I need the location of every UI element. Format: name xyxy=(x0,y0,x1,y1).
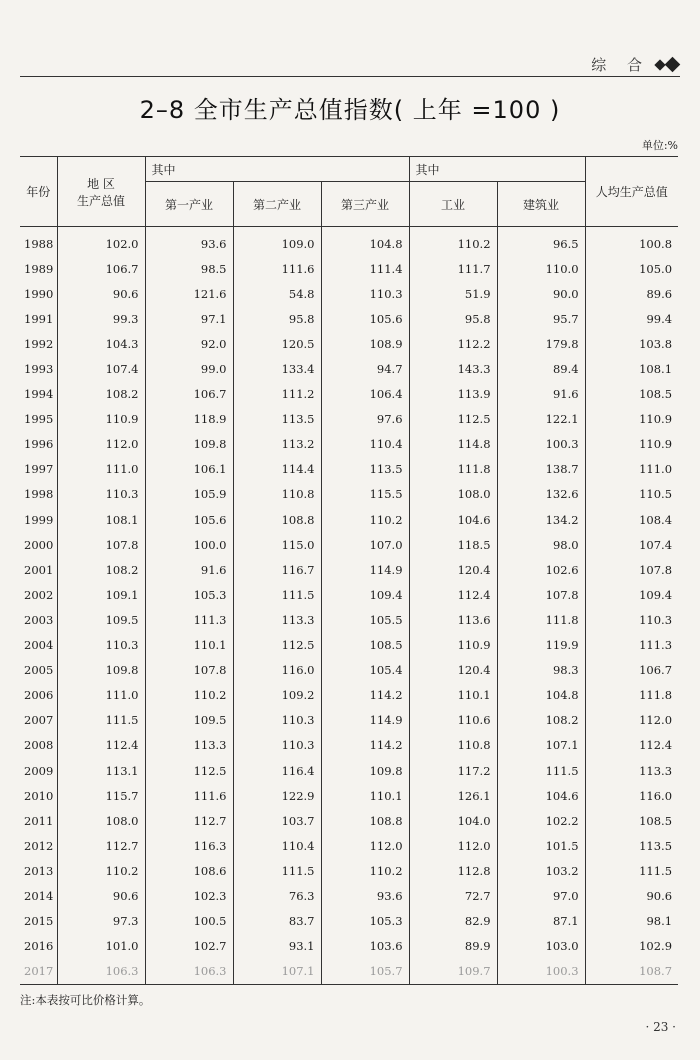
value-cell: 115.5 xyxy=(321,482,409,507)
year-cell: 2000 xyxy=(24,537,54,552)
year-cell: 2015 xyxy=(24,914,54,929)
year-cell: 1999 xyxy=(24,512,54,527)
value-cell: 110.8 xyxy=(233,482,321,507)
table-row xyxy=(20,633,678,658)
value-cell: 109.0 xyxy=(233,227,321,257)
value-cell: 110.3 xyxy=(233,733,321,758)
year-cell: 1988 xyxy=(24,236,54,251)
value-cell: 111.0 xyxy=(57,457,145,482)
value-cell: 105.7 xyxy=(321,959,409,985)
value-cell: 113.5 xyxy=(321,457,409,482)
value-cell: 106.3 xyxy=(57,959,145,985)
value-cell: 111.4 xyxy=(321,256,409,281)
value-cell: 101.5 xyxy=(497,833,585,858)
value-cell: 116.0 xyxy=(585,783,678,808)
value-cell: 112.7 xyxy=(145,808,233,833)
year-cell: 2005 xyxy=(24,663,54,678)
value-cell: 105.3 xyxy=(145,582,233,607)
page-number: · 23 · xyxy=(645,1020,676,1034)
value-cell: 116.3 xyxy=(145,833,233,858)
value-cell: 133.4 xyxy=(233,356,321,381)
value-cell: 112.0 xyxy=(57,432,145,457)
value-cell: 106.3 xyxy=(145,959,233,985)
year-cell: 1996 xyxy=(24,437,54,452)
value-cell: 113.2 xyxy=(233,432,321,457)
value-cell: 100.5 xyxy=(145,909,233,934)
value-cell: 111.5 xyxy=(497,758,585,783)
value-cell: 90.6 xyxy=(57,883,145,908)
value-cell: 108.7 xyxy=(585,959,678,985)
value-cell: 100.3 xyxy=(497,959,585,985)
year-cell: 1992 xyxy=(24,336,54,351)
year-cell: 2008 xyxy=(24,738,54,753)
value-cell: 113.9 xyxy=(409,382,497,407)
value-cell: 100.8 xyxy=(585,227,678,257)
year-cell: 1995 xyxy=(24,412,54,427)
table-row xyxy=(20,356,678,381)
value-cell: 110.1 xyxy=(145,633,233,658)
value-cell: 111.3 xyxy=(585,633,678,658)
year-cell: 2009 xyxy=(24,763,54,778)
value-cell: 143.3 xyxy=(409,356,497,381)
value-cell: 108.6 xyxy=(145,858,233,883)
table-row xyxy=(20,582,678,607)
year-cell: 1993 xyxy=(24,362,54,377)
value-cell: 97.0 xyxy=(497,883,585,908)
value-cell: 118.9 xyxy=(145,407,233,432)
value-cell: 98.1 xyxy=(585,909,678,934)
value-cell: 121.6 xyxy=(145,281,233,306)
value-cell: 110.1 xyxy=(321,783,409,808)
value-cell: 107.1 xyxy=(233,959,321,985)
value-cell: 108.8 xyxy=(233,507,321,532)
value-cell: 109.8 xyxy=(145,432,233,457)
value-cell: 110.3 xyxy=(585,607,678,632)
value-cell: 111.5 xyxy=(585,858,678,883)
value-cell: 111.5 xyxy=(233,582,321,607)
value-cell: 103.6 xyxy=(321,934,409,959)
value-cell: 108.4 xyxy=(585,507,678,532)
value-cell: 110.3 xyxy=(57,633,145,658)
value-cell: 104.6 xyxy=(497,783,585,808)
value-cell: 108.2 xyxy=(57,382,145,407)
value-cell: 109.5 xyxy=(57,607,145,632)
year-cell: 2007 xyxy=(24,713,54,728)
value-cell: 114.9 xyxy=(321,557,409,582)
value-cell: 120.5 xyxy=(233,331,321,356)
value-cell: 93.6 xyxy=(145,227,233,257)
value-cell: 96.5 xyxy=(497,227,585,257)
table-row xyxy=(20,227,678,257)
value-cell: 138.7 xyxy=(497,457,585,482)
value-cell: 108.8 xyxy=(321,808,409,833)
value-cell: 106.7 xyxy=(57,256,145,281)
value-cell: 93.6 xyxy=(321,883,409,908)
year-cell: 1990 xyxy=(24,286,54,301)
value-cell: 109.1 xyxy=(57,582,145,607)
value-cell: 116.0 xyxy=(233,658,321,683)
value-cell: 110.4 xyxy=(233,833,321,858)
table-row xyxy=(20,758,678,783)
value-cell: 105.3 xyxy=(321,909,409,934)
value-cell: 99.4 xyxy=(585,306,678,331)
table-row xyxy=(20,883,678,908)
value-cell: 110.5 xyxy=(585,482,678,507)
table-row xyxy=(20,833,678,858)
value-cell: 112.4 xyxy=(585,733,678,758)
value-cell: 112.4 xyxy=(57,733,145,758)
header-gdp-line2: 生产总值 xyxy=(76,193,125,208)
value-cell: 116.4 xyxy=(233,758,321,783)
value-cell: 89.9 xyxy=(409,934,497,959)
value-cell: 94.7 xyxy=(321,356,409,381)
value-cell: 110.8 xyxy=(409,733,497,758)
value-cell: 120.4 xyxy=(409,658,497,683)
value-cell: 104.3 xyxy=(57,331,145,356)
value-cell: 111.8 xyxy=(585,683,678,708)
value-cell: 107.4 xyxy=(57,356,145,381)
table-row xyxy=(20,959,678,985)
value-cell: 110.0 xyxy=(497,256,585,281)
table-row xyxy=(20,532,678,557)
value-cell: 98.5 xyxy=(145,256,233,281)
value-cell: 97.3 xyxy=(57,909,145,934)
value-cell: 111.7 xyxy=(409,256,497,281)
value-cell: 110.3 xyxy=(57,482,145,507)
year-cell: 1989 xyxy=(24,261,54,276)
year-cell: 1998 xyxy=(24,487,54,502)
header-per-capita: 人均生产总值 xyxy=(585,157,678,227)
diamond-marks-icon xyxy=(656,58,680,72)
value-cell: 108.2 xyxy=(497,708,585,733)
year-cell: 2004 xyxy=(24,638,54,653)
value-cell: 91.6 xyxy=(145,557,233,582)
value-cell: 179.8 xyxy=(497,331,585,356)
value-cell: 107.8 xyxy=(497,582,585,607)
table-row xyxy=(20,382,678,407)
header-year: 年份 xyxy=(20,157,57,227)
value-cell: 107.1 xyxy=(497,733,585,758)
value-cell: 111.8 xyxy=(497,607,585,632)
value-cell: 109.8 xyxy=(321,758,409,783)
table-row xyxy=(20,808,678,833)
value-cell: 89.4 xyxy=(497,356,585,381)
value-cell: 113.5 xyxy=(585,833,678,858)
year-cell: 2001 xyxy=(24,562,54,577)
value-cell: 119.9 xyxy=(497,633,585,658)
gdp-index-table xyxy=(20,156,678,985)
header-group-secondary: 其中 xyxy=(409,157,585,182)
year-cell: 1991 xyxy=(24,311,54,326)
value-cell: 108.1 xyxy=(57,507,145,532)
value-cell: 105.5 xyxy=(321,607,409,632)
value-cell: 110.2 xyxy=(409,227,497,257)
value-cell: 76.3 xyxy=(233,883,321,908)
value-cell: 110.9 xyxy=(57,407,145,432)
year-cell: 2002 xyxy=(24,587,54,602)
value-cell: 112.0 xyxy=(321,833,409,858)
value-cell: 103.0 xyxy=(497,934,585,959)
value-cell: 105.4 xyxy=(321,658,409,683)
value-cell: 92.0 xyxy=(145,331,233,356)
value-cell: 102.2 xyxy=(497,808,585,833)
value-cell: 108.0 xyxy=(57,808,145,833)
value-cell: 109.4 xyxy=(321,582,409,607)
value-cell: 100.0 xyxy=(145,532,233,557)
value-cell: 108.9 xyxy=(321,331,409,356)
value-cell: 114.9 xyxy=(321,708,409,733)
value-cell: 107.0 xyxy=(321,532,409,557)
value-cell: 103.8 xyxy=(585,331,678,356)
value-cell: 111.0 xyxy=(57,683,145,708)
year-cell: 2014 xyxy=(24,888,54,903)
value-cell: 114.8 xyxy=(409,432,497,457)
year-cell: 2016 xyxy=(24,939,54,954)
value-cell: 108.2 xyxy=(57,557,145,582)
header-gdp xyxy=(57,157,145,227)
value-cell: 106.7 xyxy=(585,658,678,683)
table-row xyxy=(20,331,678,356)
value-cell: 99.3 xyxy=(57,306,145,331)
table-body xyxy=(20,227,678,985)
value-cell: 104.8 xyxy=(321,227,409,257)
value-cell: 112.0 xyxy=(409,833,497,858)
header-secondary: 第二产业 xyxy=(233,182,321,227)
table-row xyxy=(20,683,678,708)
value-cell: 132.6 xyxy=(497,482,585,507)
value-cell: 90.6 xyxy=(585,883,678,908)
value-cell: 100.3 xyxy=(497,432,585,457)
value-cell: 99.0 xyxy=(145,356,233,381)
value-cell: 106.4 xyxy=(321,382,409,407)
value-cell: 104.6 xyxy=(409,507,497,532)
value-cell: 108.1 xyxy=(585,356,678,381)
value-cell: 107.8 xyxy=(57,532,145,557)
value-cell: 126.1 xyxy=(409,783,497,808)
header-industry: 工业 xyxy=(409,182,497,227)
value-cell: 87.1 xyxy=(497,909,585,934)
value-cell: 105.9 xyxy=(145,482,233,507)
value-cell: 109.4 xyxy=(585,582,678,607)
table-row xyxy=(20,733,678,758)
value-cell: 111.8 xyxy=(409,457,497,482)
value-cell: 111.6 xyxy=(233,256,321,281)
value-cell: 134.2 xyxy=(497,507,585,532)
value-cell: 107.4 xyxy=(585,532,678,557)
table-row xyxy=(20,858,678,883)
value-cell: 105.0 xyxy=(585,256,678,281)
value-cell: 108.5 xyxy=(585,808,678,833)
value-cell: 112.5 xyxy=(409,407,497,432)
value-cell: 113.3 xyxy=(585,758,678,783)
value-cell: 109.2 xyxy=(233,683,321,708)
table-row xyxy=(20,607,678,632)
value-cell: 98.3 xyxy=(497,658,585,683)
section-label: 综 合 xyxy=(591,56,650,74)
value-cell: 113.6 xyxy=(409,607,497,632)
value-cell: 111.5 xyxy=(233,858,321,883)
value-cell: 118.5 xyxy=(409,532,497,557)
value-cell: 106.1 xyxy=(145,457,233,482)
value-cell: 113.1 xyxy=(57,758,145,783)
value-cell: 114.2 xyxy=(321,733,409,758)
value-cell: 112.0 xyxy=(585,708,678,733)
value-cell: 117.2 xyxy=(409,758,497,783)
year-cell: 2003 xyxy=(24,612,54,627)
value-cell: 54.8 xyxy=(233,281,321,306)
year-cell: 2006 xyxy=(24,688,54,703)
table-title: 2–8 全市生产总值指数( 上年 =100 ) xyxy=(139,96,561,124)
value-cell: 93.1 xyxy=(233,934,321,959)
table-row xyxy=(20,306,678,331)
value-cell: 109.5 xyxy=(145,708,233,733)
value-cell: 98.0 xyxy=(497,532,585,557)
header-primary: 第一产业 xyxy=(145,182,233,227)
value-cell: 111.0 xyxy=(585,457,678,482)
table-row xyxy=(20,256,678,281)
value-cell: 102.3 xyxy=(145,883,233,908)
value-cell: 110.1 xyxy=(409,683,497,708)
value-cell: 72.7 xyxy=(409,883,497,908)
unit-label: 单位:% xyxy=(641,139,678,152)
table-row xyxy=(20,783,678,808)
table-row xyxy=(20,281,678,306)
value-cell: 112.5 xyxy=(233,633,321,658)
value-cell: 102.7 xyxy=(145,934,233,959)
value-cell: 109.8 xyxy=(57,658,145,683)
value-cell: 114.2 xyxy=(321,683,409,708)
value-cell: 122.9 xyxy=(233,783,321,808)
value-cell: 89.6 xyxy=(585,281,678,306)
value-cell: 51.9 xyxy=(409,281,497,306)
value-cell: 110.9 xyxy=(409,633,497,658)
year-cell: 2013 xyxy=(24,863,54,878)
value-cell: 108.5 xyxy=(585,382,678,407)
value-cell: 106.7 xyxy=(145,382,233,407)
header-group-industries: 其中 xyxy=(145,157,409,182)
value-cell: 113.3 xyxy=(145,733,233,758)
value-cell: 102.6 xyxy=(497,557,585,582)
value-cell: 90.0 xyxy=(497,281,585,306)
table-row xyxy=(20,482,678,507)
value-cell: 110.9 xyxy=(585,407,678,432)
value-cell: 112.4 xyxy=(409,582,497,607)
value-cell: 104.8 xyxy=(497,683,585,708)
year-cell: 2017 xyxy=(20,959,57,985)
value-cell: 102.0 xyxy=(57,227,145,257)
header-gdp-line1: 地 区 xyxy=(87,176,115,191)
table-row xyxy=(20,909,678,934)
value-cell: 110.3 xyxy=(233,708,321,733)
value-cell: 109.7 xyxy=(409,959,497,985)
year-cell: 2011 xyxy=(24,813,54,828)
table-row xyxy=(20,432,678,457)
value-cell: 110.2 xyxy=(321,507,409,532)
value-cell: 110.2 xyxy=(57,858,145,883)
value-cell: 114.4 xyxy=(233,457,321,482)
value-cell: 105.6 xyxy=(321,306,409,331)
value-cell: 104.0 xyxy=(409,808,497,833)
table-row xyxy=(20,934,678,959)
value-cell: 91.6 xyxy=(497,382,585,407)
value-cell: 97.1 xyxy=(145,306,233,331)
header-tertiary: 第三产业 xyxy=(321,182,409,227)
value-cell: 95.8 xyxy=(409,306,497,331)
table-row xyxy=(20,557,678,582)
value-cell: 110.2 xyxy=(145,683,233,708)
value-cell: 110.3 xyxy=(321,281,409,306)
table-row xyxy=(20,708,678,733)
value-cell: 82.9 xyxy=(409,909,497,934)
year-cell: 2012 xyxy=(24,838,54,853)
value-cell: 101.0 xyxy=(57,934,145,959)
value-cell: 111.6 xyxy=(145,783,233,808)
value-cell: 111.5 xyxy=(57,708,145,733)
value-cell: 97.6 xyxy=(321,407,409,432)
value-cell: 110.2 xyxy=(321,858,409,883)
value-cell: 120.4 xyxy=(409,557,497,582)
value-cell: 102.9 xyxy=(585,934,678,959)
value-cell: 116.7 xyxy=(233,557,321,582)
year-cell: 2010 xyxy=(24,788,54,803)
value-cell: 111.2 xyxy=(233,382,321,407)
footnote: 注:本表按可比价格计算。 xyxy=(20,993,151,1007)
value-cell: 110.6 xyxy=(409,708,497,733)
value-cell: 111.3 xyxy=(145,607,233,632)
value-cell: 112.7 xyxy=(57,833,145,858)
value-cell: 95.8 xyxy=(233,306,321,331)
value-cell: 103.2 xyxy=(497,858,585,883)
table-row xyxy=(20,457,678,482)
value-cell: 112.8 xyxy=(409,858,497,883)
value-cell: 112.2 xyxy=(409,331,497,356)
value-cell: 105.6 xyxy=(145,507,233,532)
value-cell: 107.8 xyxy=(585,557,678,582)
year-cell: 1994 xyxy=(24,387,54,402)
header-rule xyxy=(20,76,680,77)
value-cell: 107.8 xyxy=(145,658,233,683)
value-cell: 83.7 xyxy=(233,909,321,934)
value-cell: 103.7 xyxy=(233,808,321,833)
value-cell: 113.5 xyxy=(233,407,321,432)
value-cell: 112.5 xyxy=(145,758,233,783)
value-cell: 122.1 xyxy=(497,407,585,432)
value-cell: 90.6 xyxy=(57,281,145,306)
value-cell: 115.7 xyxy=(57,783,145,808)
value-cell: 108.0 xyxy=(409,482,497,507)
table-row xyxy=(20,507,678,532)
value-cell: 110.4 xyxy=(321,432,409,457)
value-cell: 110.9 xyxy=(585,432,678,457)
header-construction: 建筑业 xyxy=(497,182,585,227)
value-cell: 115.0 xyxy=(233,532,321,557)
table-row xyxy=(20,407,678,432)
table-row xyxy=(20,658,678,683)
value-cell: 95.7 xyxy=(497,306,585,331)
year-cell: 1997 xyxy=(24,462,54,477)
value-cell: 113.3 xyxy=(233,607,321,632)
value-cell: 108.5 xyxy=(321,633,409,658)
